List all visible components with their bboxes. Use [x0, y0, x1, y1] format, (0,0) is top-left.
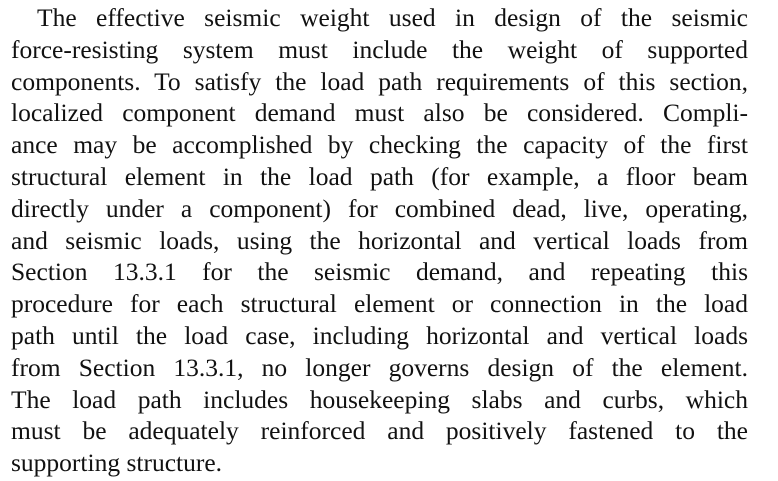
paragraph-line: ance may be accomplished by checking the capacity of the first — [11, 130, 748, 160]
paragraph-line: procedure for each structural element or connection in the load — [11, 289, 748, 319]
paragraph-line: must be adequately reinforced and positively fastened to the — [11, 416, 748, 446]
paragraph-line: structural element in the load path (for example, a floor beam — [11, 161, 748, 191]
paragraph-line: The load path includes housekeeping slabs and curbs, which — [11, 384, 748, 414]
paragraph-line: directly under a component) for combined dead, live, operating, — [11, 193, 748, 223]
paragraph-line: path until the load case, including horizontal and vertical loads — [11, 320, 748, 350]
paragraph-line: localized component demand must also be considered. Compli- — [11, 98, 748, 128]
paragraph-line: The effective seismic weight used in design of the seismic — [37, 3, 748, 32]
paragraph-line: components. To satisfy the load path requirements of this section, — [11, 66, 748, 96]
paragraph-line: Section 13.3.1 for the seismic demand, and repeating this — [11, 257, 748, 287]
body-paragraph — [11, 2, 748, 479]
paragraph-line: and seismic loads, using the horizontal and vertical loads from — [11, 225, 748, 255]
paragraph-line: from Section 13.3.1, no longer governs design of the element. — [11, 352, 748, 382]
paragraph-line: force-resisting system must include the weight of supported — [11, 34, 748, 64]
paragraph-line: supporting structure. — [11, 448, 223, 478]
